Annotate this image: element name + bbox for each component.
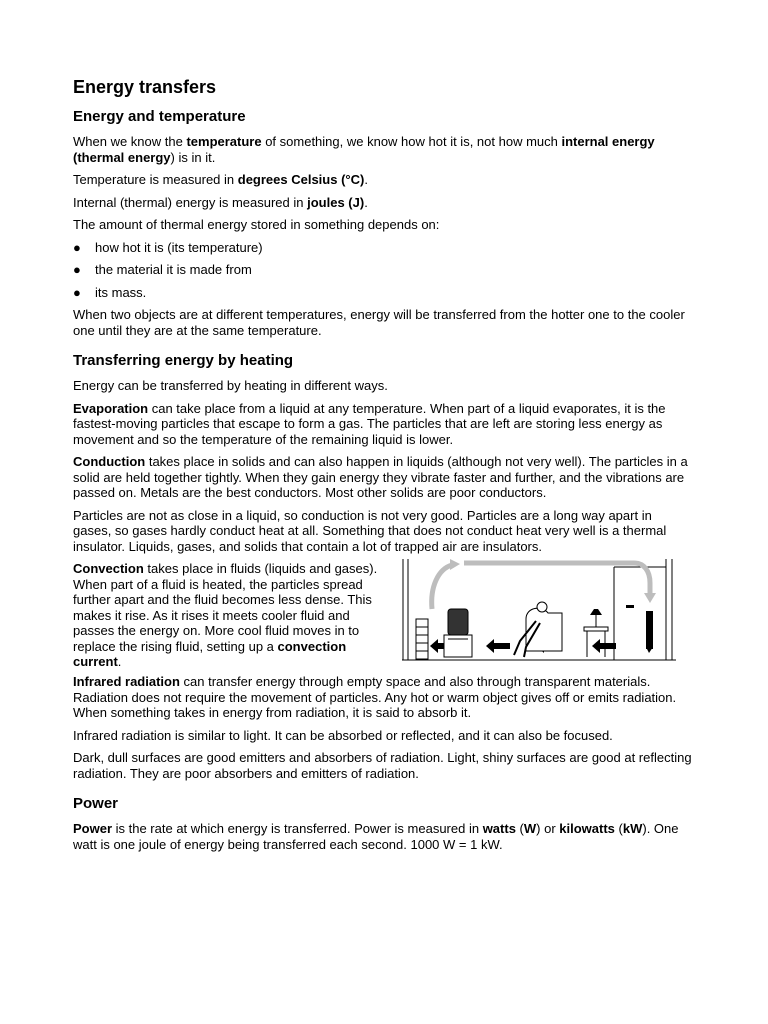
paragraph-surfaces: Dark, dull surfaces are good emitters and absorbers of radiation. Light, shiny surfaces are good at reflecting radiation. They are poor absorbers and emitters of radiation. [73,750,692,781]
paragraph-power: Power is the rate at which energy is transferred. Power is measured in watts (W) or kilowatts (kW). One watt is one joule of energy being transferred each second. 1000 W = 1 kW. [73,821,679,852]
paragraph-energy-flow: When two objects are at different temperatures, energy will be transferred from the hotter one to the cooler one until they are at the same temperature. [73,307,685,338]
convection-block [73,561,693,667]
paragraph-convection: Convection takes place in fluids (liquids and gases). When part of a fluid is heated, the particles spread further apart and the fluid becomes less dense. This makes it rise. As it rises it meets cooler fluid and passes the energy on. More cool fluid moves in to replace the rising fluid, setting up a convection current. [73,561,378,669]
bullet-icon: ● [73,284,81,300]
page-title: Energy transfers [73,77,217,97]
paragraph-internal-energy: When we know the temperature of something, we know how hot it is, not how much internal energy (thermal energy) is in it. [73,134,655,165]
list-item: ● how hot it is (its temperature) [73,239,263,255]
paragraph-infrared-light: Infrared radiation is similar to light. It can be absorbed or reflected, and it can also be focused. [73,727,613,743]
bullet-icon: ● [73,239,81,255]
document-page [73,76,693,859]
paragraph-evaporation: Evaporation can take place from a liquid at any temperature. When part of a liquid evaporates, it is the fastest-moving particles that escape to form a gas. The particles that are left are storing less energy as movement and so the temperature of the remaining liquid is lower. [73,400,666,447]
paragraph-energy-units: Internal (thermal) energy is measured in joules (J). [73,194,368,210]
paragraph-depends-on: The amount of thermal energy stored in something depends on: [73,217,440,232]
convection-room-illustration [402,557,676,661]
list-item: ● the material it is made from [73,262,252,277]
paragraph-particles: Particles are not as close in a liquid, so conduction is not very good. Particles are a long way apart in gases, so gases hardly conduct heat at all. Something that does not conduct heat very well is a thermal insulator. Liquids, gases, and solids that contain a lot of trapped air are insulators. [73,507,667,554]
list-item: ● its mass. [73,284,147,300]
bullet-list [73,240,693,301]
bullet-icon: ● [73,262,81,277]
heading-power: Power [73,795,119,812]
paragraph-infrared: Infrared radiation can transfer energy through empty space and also through transparent materials. Radiation does not require the movement of particles. Any hot or warm object gives off or emits radiation. When something takes in energy from radiation, it is said to absorb it. [73,674,677,720]
heading-heating: Transferring energy by heating [73,352,294,369]
paragraph-conduction: Conduction takes place in solids and can also happen in liquids (although not very well). The particles in a solid are held together tightly. When they gain energy they vibrate faster and further, and the vibrations are passed on. Metals are the best conductors. Most other solids are poor conductors. [73,454,688,500]
paragraph-heating-intro: Energy can be transferred by heating in different ways. [73,378,388,393]
paragraph-temperature-units: Temperature is measured in degrees Celsius (°C). [73,172,368,187]
heading-energy-temperature: Energy and temperature [73,108,246,125]
